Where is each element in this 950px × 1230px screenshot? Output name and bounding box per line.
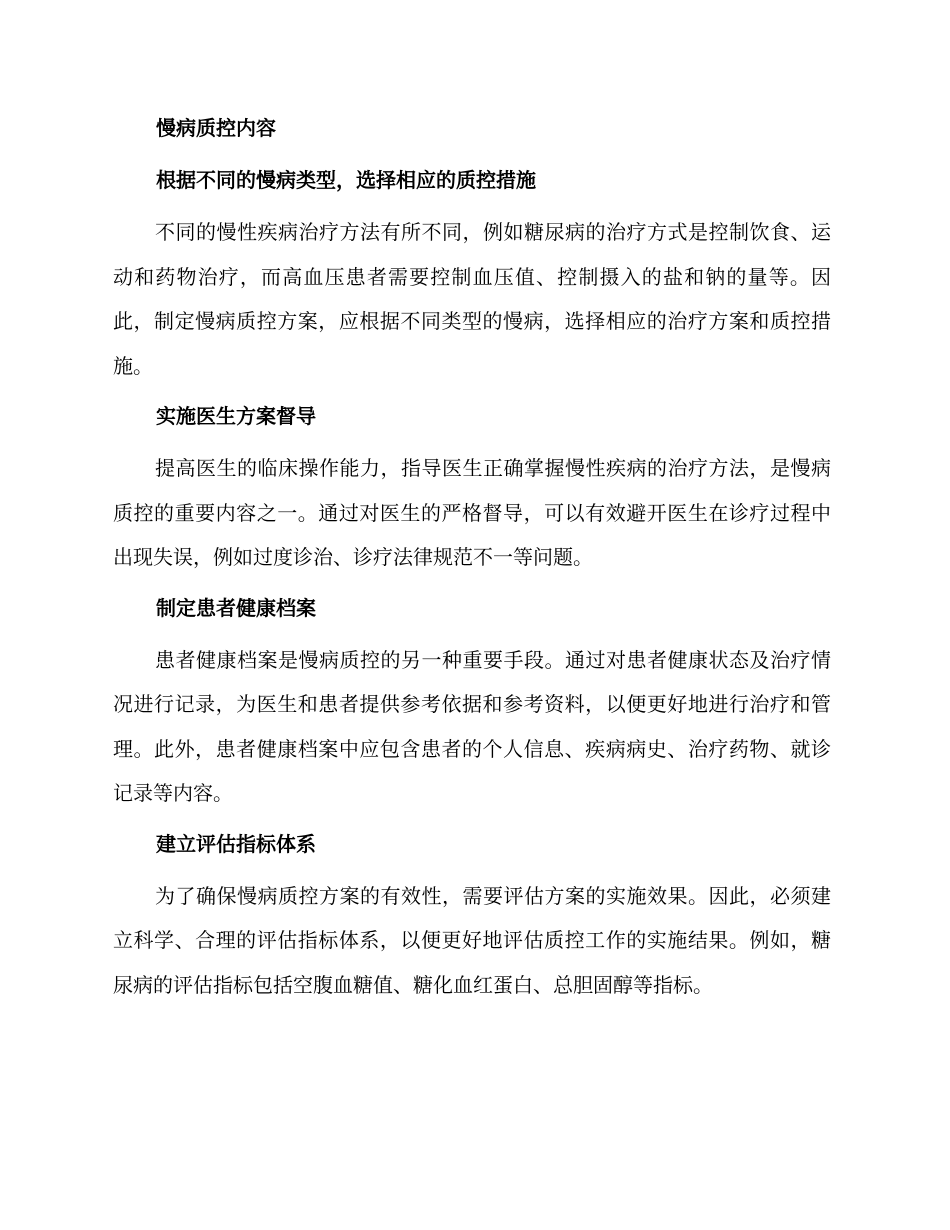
section-heading: 根据不同的慢病类型，选择相应的质控措施 — [156, 168, 536, 192]
section-paragraph: 提高医生的临床操作能力，指导医生正确掌握慢性疾病的治疗方法，是慢病质控的重要内容之一。通过对医生的严格督导，可以有效避开医生在诊疗过程中出现失误，例如过度诊治、诊疗法律规范不一等问题。 — [113, 456, 831, 569]
section-heading: 实施医生方案督导 — [156, 404, 316, 428]
document-body — [113, 106, 831, 1007]
section-heading: 制定患者健康档案 — [156, 595, 316, 620]
document-title: 慢病质控内容 — [156, 116, 276, 140]
section-heading: 建立评估指标体系 — [156, 831, 316, 856]
section-paragraph: 不同的慢性疾病治疗方法有所不同，例如糖尿病的治疗方式是控制饮食、运动和药物治疗，而高血压患者需要控制血压值、控制摄入的盐和钠的量等。因此，制定慢病质控方案，应根据不同类型的慢病，选择相应的治疗方案和质控措施。 — [113, 220, 831, 378]
section-paragraph: 患者健康档案是慢病质控的另一种重要手段。通过对患者健康状态及治疗情况进行记录，为医生和患者提供参考依据和参考资料，以便更好地进行治疗和管理。此外，患者健康档案中应包含患者的个人信息、疾病病史、治疗药物、就诊记录等内容。 — [113, 647, 831, 805]
section-paragraph: 为了确保慢病质控方案的有效性，需要评估方案的实施效果。因此，必须建立科学、合理的评估指标体系，以便更好地评估质控工作的实施结果。例如，糖尿病的评估指标包括空腹血糖值、糖化血红蛋白、总胆固醇等指标。 — [113, 883, 831, 997]
